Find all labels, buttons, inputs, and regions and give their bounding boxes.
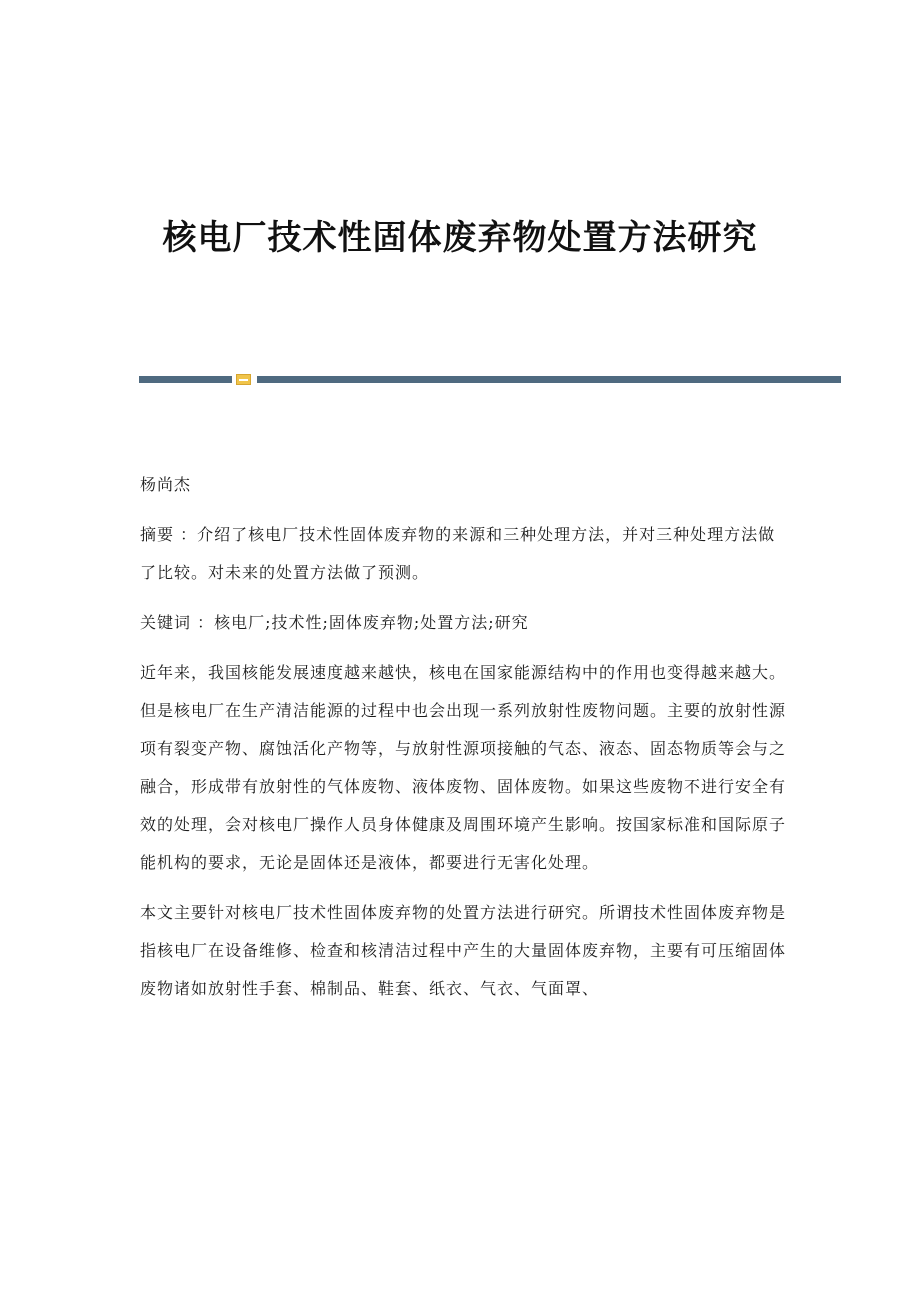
body-paragraph-2: 本文主要针对核电厂技术性固体废弃物的处置方法进行研究。所谓技术性固体废弃物是指核电厂在设备维修、检查和核清洁过程中产生的大量固体废弃物，主要有可压缩固体废物诸如放射性手套、棉制品、鞋套、纸衣、气衣、气面罩、: [140, 903, 787, 998]
author-name: 杨尚杰: [140, 475, 192, 494]
document-body: [140, 466, 790, 1020]
body-paragraph-1: 近年来，我国核能发展速度越来越快，核电在国家能源结构中的作用也变得越来越大。但是核电厂在生产清洁能源的过程中也会出现一系列放射性废物问题。主要的放射性源项有裂变产物、腐蚀活化产物等，与放射性源项接触的气态、液态、固态物质等会与之融合，形成带有放射性的气体废物、液体废物、固体废物。如果这些废物不进行安全有效的处理，会对核电厂操作人员身体健康及周围环境产生影响。按国家标准和国际原子能机构的要求，无论是固体还是液体，都要进行无害化处理。: [140, 663, 787, 872]
title-divider: [139, 374, 841, 386]
divider-badge-icon: [236, 374, 251, 385]
abstract-paragraph: 摘要 ：介绍了核电厂技术性固体废弃物的来源和三种处理方法，并对三种处理方法做了比较。对未来的处置方法做了预测。: [140, 525, 776, 582]
divider-bar-left: [139, 376, 232, 383]
document-title: 核电厂技术性固体废弃物处置方法研究: [162, 218, 758, 258]
divider-bar-right: [257, 376, 841, 383]
keywords-line: 关键词 ：核电厂;技术性;固体废弃物;处置方法;研究: [140, 613, 529, 632]
